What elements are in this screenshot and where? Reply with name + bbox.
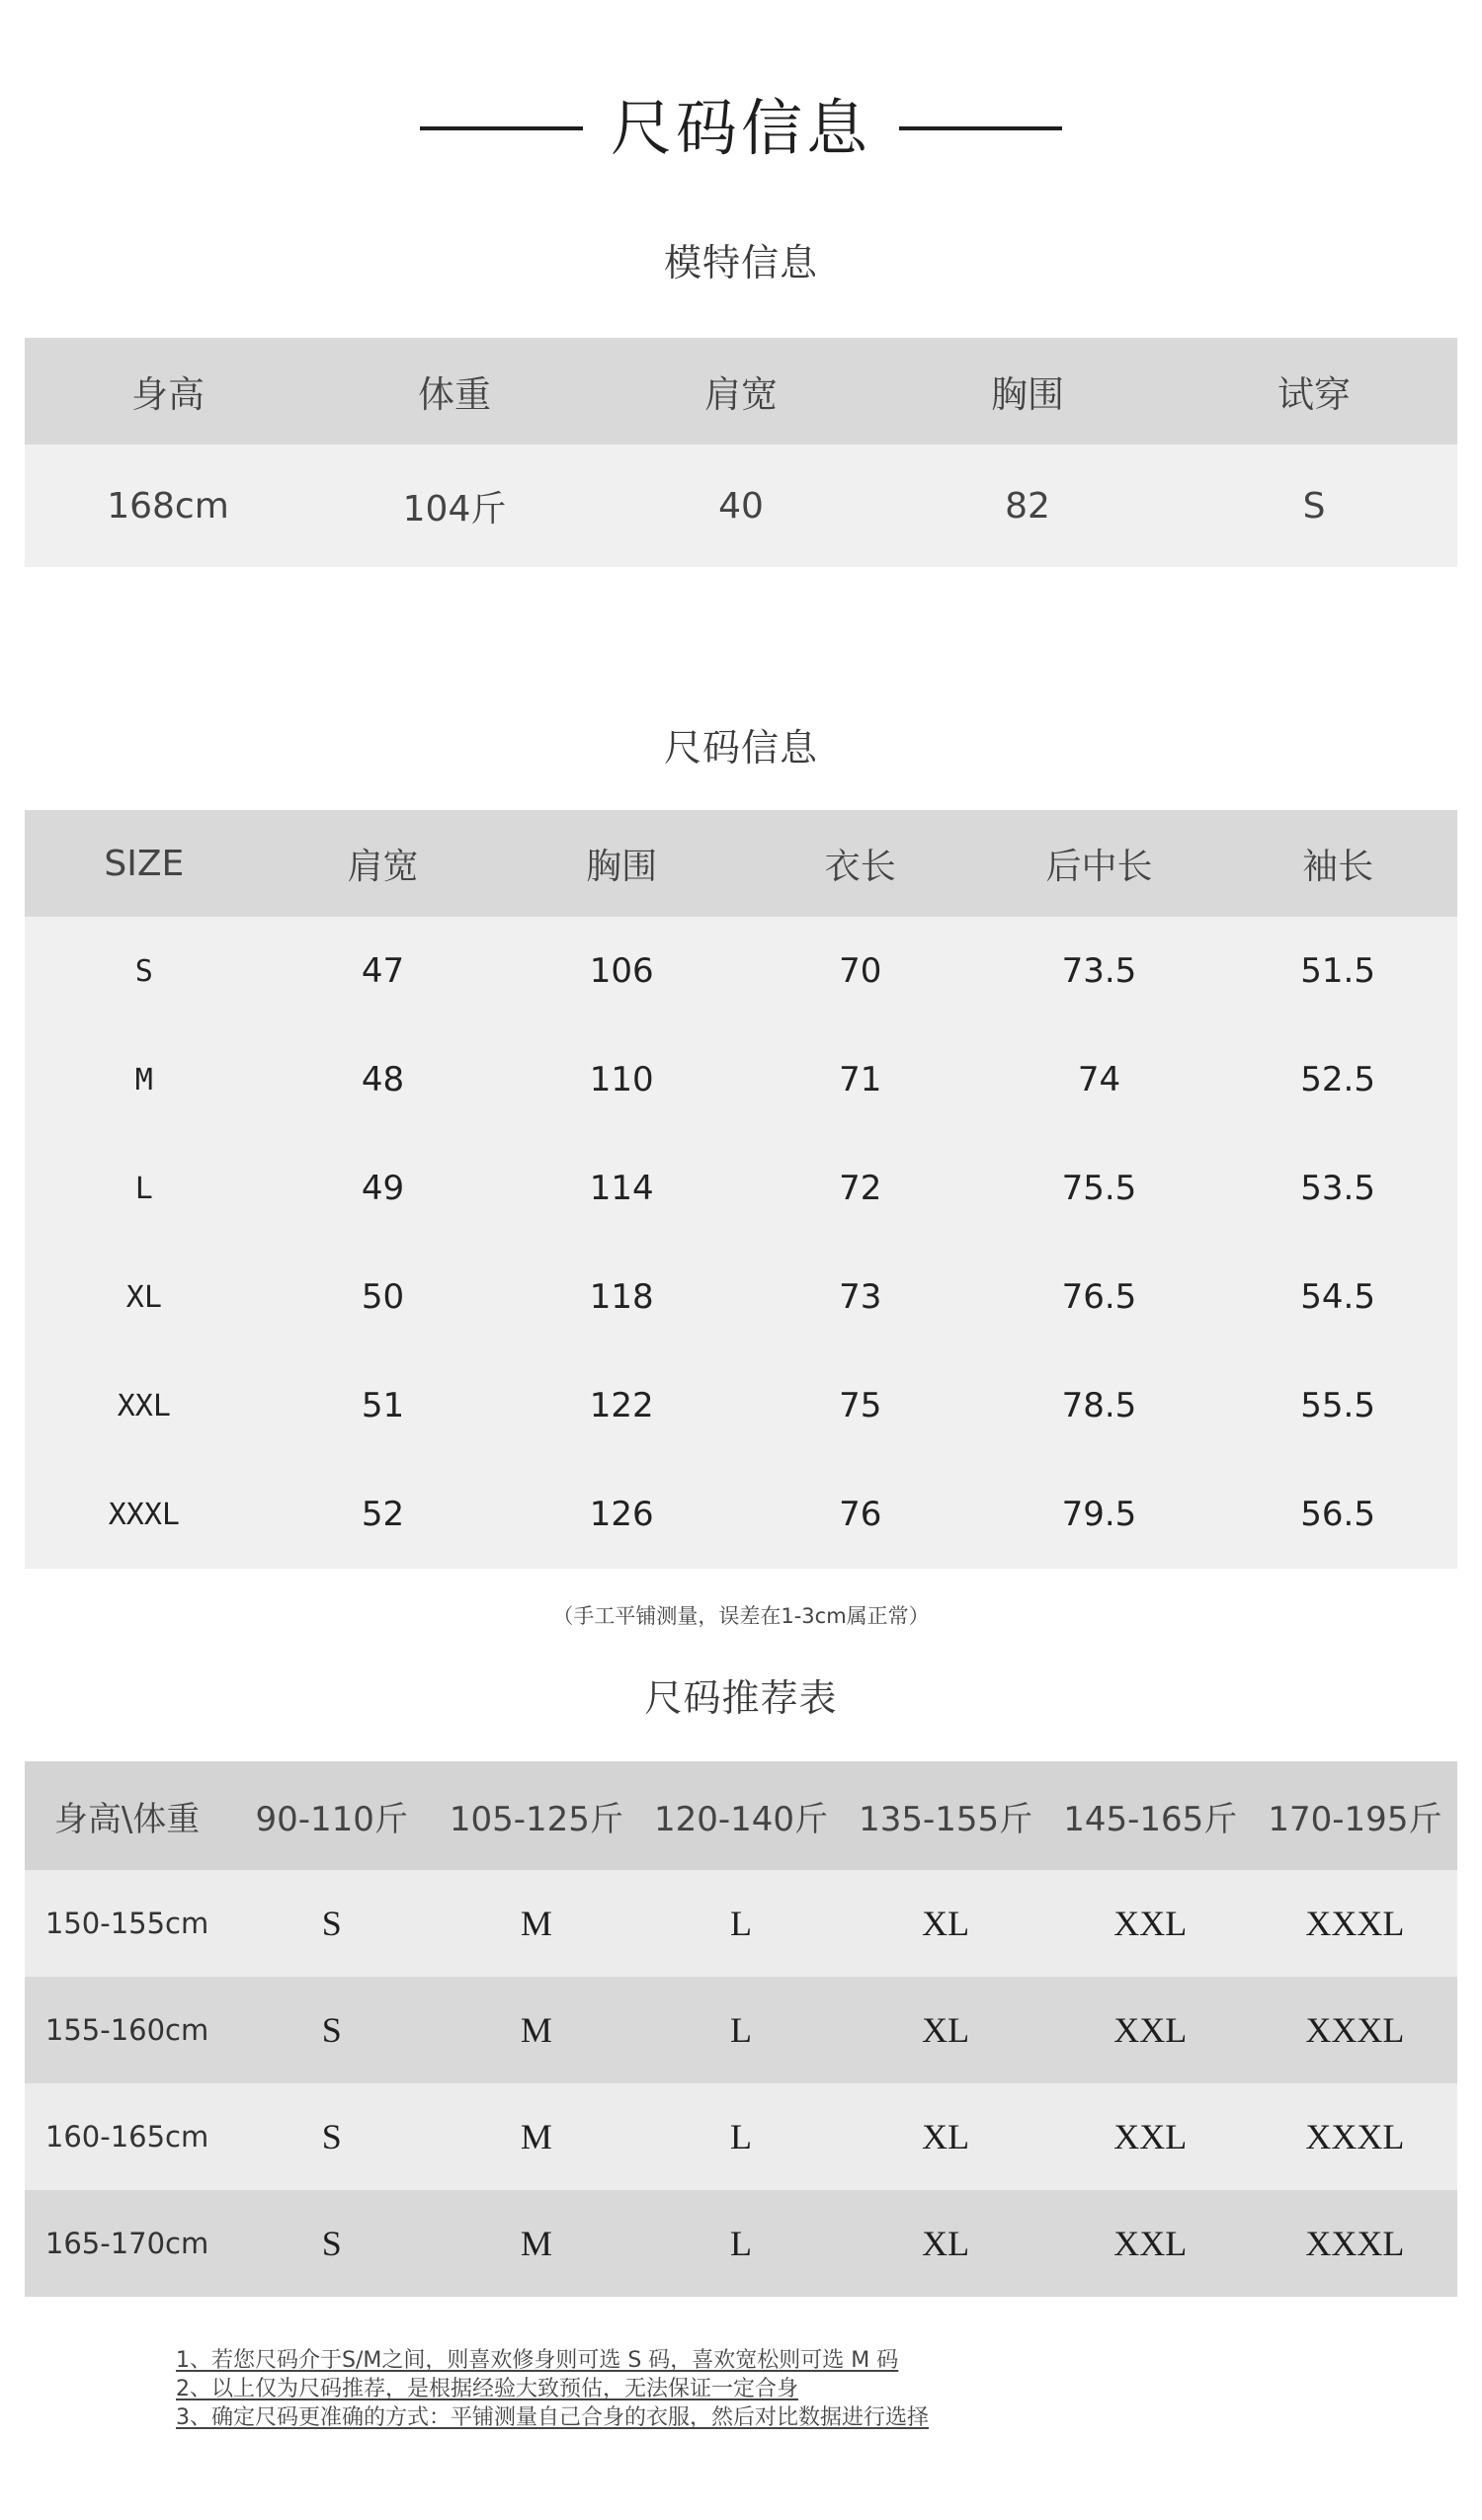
recommend-header-cell: 170-195斤 bbox=[1253, 1761, 1457, 1870]
recommend-size-cell: M bbox=[434, 1870, 638, 1977]
size-value-cell: 76 bbox=[741, 1460, 980, 1569]
recommend-row bbox=[25, 1870, 1457, 1977]
recommend-row bbox=[25, 2190, 1457, 2297]
recommend-row bbox=[25, 2083, 1457, 2190]
main-title: 尺码信息 bbox=[610, 92, 871, 164]
model-header-cell: 胸围 bbox=[884, 338, 1171, 445]
footnote-item bbox=[176, 2403, 1312, 2432]
recommend-size-cell: M bbox=[434, 2083, 638, 2190]
footnote-text: 2、以上仅为尺码推荐，是根据经验大致预估，无法保证一定合身 bbox=[176, 2377, 798, 2401]
size-header-row bbox=[25, 810, 1457, 917]
size-row bbox=[25, 1351, 1457, 1460]
height-range-cell: 165-170cm bbox=[25, 2190, 229, 2297]
size-info-table bbox=[25, 810, 1457, 1569]
size-row bbox=[25, 1025, 1457, 1134]
size-row bbox=[25, 1134, 1457, 1243]
recommend-size-cell: L bbox=[638, 2190, 843, 2297]
recommend-size-cell: L bbox=[638, 1977, 843, 2083]
size-value-cell: 76.5 bbox=[980, 1243, 1219, 1351]
footnote-text: 1、若您尺码介于S/M之间，则喜欢修身则可选 S 码，喜欢宽松则可选 M 码 bbox=[176, 2348, 899, 2373]
title-right-rule bbox=[899, 126, 1062, 130]
size-value-cell: 72 bbox=[741, 1134, 980, 1243]
recommend-size-cell: L bbox=[638, 2083, 843, 2190]
model-value-cell: S bbox=[1171, 445, 1457, 567]
size-value-cell: 73.5 bbox=[980, 917, 1219, 1025]
size-value-cell: 53.5 bbox=[1218, 1134, 1457, 1243]
size-value-cell: 75.5 bbox=[980, 1134, 1219, 1243]
recommend-size-cell: XL bbox=[844, 2190, 1048, 2297]
recommend-size-cell: S bbox=[229, 1870, 434, 1977]
model-header-cell: 体重 bbox=[311, 338, 598, 445]
measurement-note: （手工平铺测量，误差在1-3cm属正常） bbox=[552, 1604, 930, 1628]
recommend-size-cell: S bbox=[229, 1977, 434, 2083]
size-header-cell: 袖长 bbox=[1218, 810, 1457, 917]
recommend-size-cell: XL bbox=[844, 2083, 1048, 2190]
size-header-cell: 胸围 bbox=[502, 810, 741, 917]
recommend-size-cell: L bbox=[638, 1870, 843, 1977]
model-header-cell: 肩宽 bbox=[598, 338, 884, 445]
recommend-size-cell: XXXL bbox=[1253, 2083, 1457, 2190]
title-left-rule bbox=[420, 126, 583, 130]
model-value-cell: 168cm bbox=[25, 445, 311, 567]
footnote-item bbox=[176, 2375, 1312, 2403]
model-header-cell: 试穿 bbox=[1171, 338, 1457, 445]
footnote-text: 3、确定尺码更准确的方式：平铺测量自己合身的衣服，然后对比数据进行选择 bbox=[176, 2405, 929, 2430]
recommend-size-cell: XXXL bbox=[1253, 1870, 1457, 1977]
size-label-cell: L bbox=[25, 1134, 264, 1243]
model-value-cell: 40 bbox=[598, 445, 884, 567]
size-header-cell: 后中长 bbox=[980, 810, 1219, 917]
height-range-cell: 160-165cm bbox=[25, 2083, 229, 2190]
recommend-size-cell: XXXL bbox=[1253, 2190, 1457, 2297]
size-value-cell: 114 bbox=[502, 1134, 741, 1243]
size-value-cell: 79.5 bbox=[980, 1460, 1219, 1569]
size-value-cell: 106 bbox=[502, 917, 741, 1025]
size-label-cell: XXXL bbox=[25, 1460, 264, 1569]
size-recommend-table bbox=[25, 1761, 1457, 2297]
size-value-cell: 50 bbox=[264, 1243, 503, 1351]
main-title-block bbox=[0, 84, 1482, 173]
size-value-cell: 122 bbox=[502, 1351, 741, 1460]
size-value-cell: 52.5 bbox=[1218, 1025, 1457, 1134]
model-section-title: 模特信息 bbox=[663, 241, 818, 285]
size-row bbox=[25, 1460, 1457, 1569]
recommend-section-title: 尺码推荐表 bbox=[644, 1676, 838, 1720]
size-row bbox=[25, 917, 1457, 1025]
size-label-cell: XXL bbox=[25, 1351, 264, 1460]
size-value-cell: 55.5 bbox=[1218, 1351, 1457, 1460]
size-value-cell: 51.5 bbox=[1218, 917, 1457, 1025]
size-value-cell: 110 bbox=[502, 1025, 741, 1134]
recommend-header-row bbox=[25, 1761, 1457, 1870]
model-header-cell: 身高 bbox=[25, 338, 311, 445]
size-value-cell: 70 bbox=[741, 917, 980, 1025]
size-value-cell: 126 bbox=[502, 1460, 741, 1569]
size-section-title: 尺码信息 bbox=[663, 726, 818, 770]
footnotes bbox=[176, 2346, 1312, 2432]
recommend-header-cell: 90-110斤 bbox=[229, 1761, 434, 1870]
recommend-size-cell: XL bbox=[844, 1870, 1048, 1977]
recommend-size-cell: XXL bbox=[1048, 2083, 1253, 2190]
recommend-header-cell: 120-140斤 bbox=[638, 1761, 843, 1870]
size-value-cell: 75 bbox=[741, 1351, 980, 1460]
size-value-cell: 49 bbox=[264, 1134, 503, 1243]
size-value-cell: 73 bbox=[741, 1243, 980, 1351]
model-value-row bbox=[25, 445, 1457, 567]
recommend-header-cell: 145-165斤 bbox=[1048, 1761, 1253, 1870]
recommend-size-cell: S bbox=[229, 2190, 434, 2297]
recommend-row bbox=[25, 1977, 1457, 2083]
height-range-cell: 150-155cm bbox=[25, 1870, 229, 1977]
recommend-size-cell: M bbox=[434, 2190, 638, 2297]
size-header-cell: SIZE bbox=[25, 810, 264, 917]
size-label-cell: XL bbox=[25, 1243, 264, 1351]
recommend-size-cell: M bbox=[434, 1977, 638, 2083]
recommend-size-cell: XXL bbox=[1048, 1977, 1253, 2083]
model-header-row bbox=[25, 338, 1457, 445]
size-value-cell: 74 bbox=[980, 1025, 1219, 1134]
recommend-size-cell: XXL bbox=[1048, 1870, 1253, 1977]
size-value-cell: 51 bbox=[264, 1351, 503, 1460]
size-value-cell: 48 bbox=[264, 1025, 503, 1134]
size-row bbox=[25, 1243, 1457, 1351]
model-value-cell: 104斤 bbox=[311, 445, 598, 567]
size-value-cell: 78.5 bbox=[980, 1351, 1219, 1460]
size-value-cell: 56.5 bbox=[1218, 1460, 1457, 1569]
size-value-cell: 71 bbox=[741, 1025, 980, 1134]
recommend-header-cell: 105-125斤 bbox=[434, 1761, 638, 1870]
model-info-table bbox=[25, 338, 1457, 567]
model-value-cell: 82 bbox=[884, 445, 1171, 567]
recommend-size-cell: XXL bbox=[1048, 2190, 1253, 2297]
footnote-item bbox=[176, 2346, 1312, 2375]
size-value-cell: 118 bbox=[502, 1243, 741, 1351]
size-label-cell: M bbox=[25, 1025, 264, 1134]
size-header-cell: 衣长 bbox=[741, 810, 980, 917]
size-value-cell: 52 bbox=[264, 1460, 503, 1569]
size-label-cell: S bbox=[25, 917, 264, 1025]
recommend-header-cell: 135-155斤 bbox=[844, 1761, 1048, 1870]
recommend-size-cell: S bbox=[229, 2083, 434, 2190]
recommend-header-cell: 身高\体重 bbox=[25, 1761, 229, 1870]
recommend-size-cell: XXXL bbox=[1253, 1977, 1457, 2083]
height-range-cell: 155-160cm bbox=[25, 1977, 229, 2083]
recommend-size-cell: XL bbox=[844, 1977, 1048, 2083]
size-value-cell: 47 bbox=[264, 917, 503, 1025]
size-header-cell: 肩宽 bbox=[264, 810, 503, 917]
size-value-cell: 54.5 bbox=[1218, 1243, 1457, 1351]
